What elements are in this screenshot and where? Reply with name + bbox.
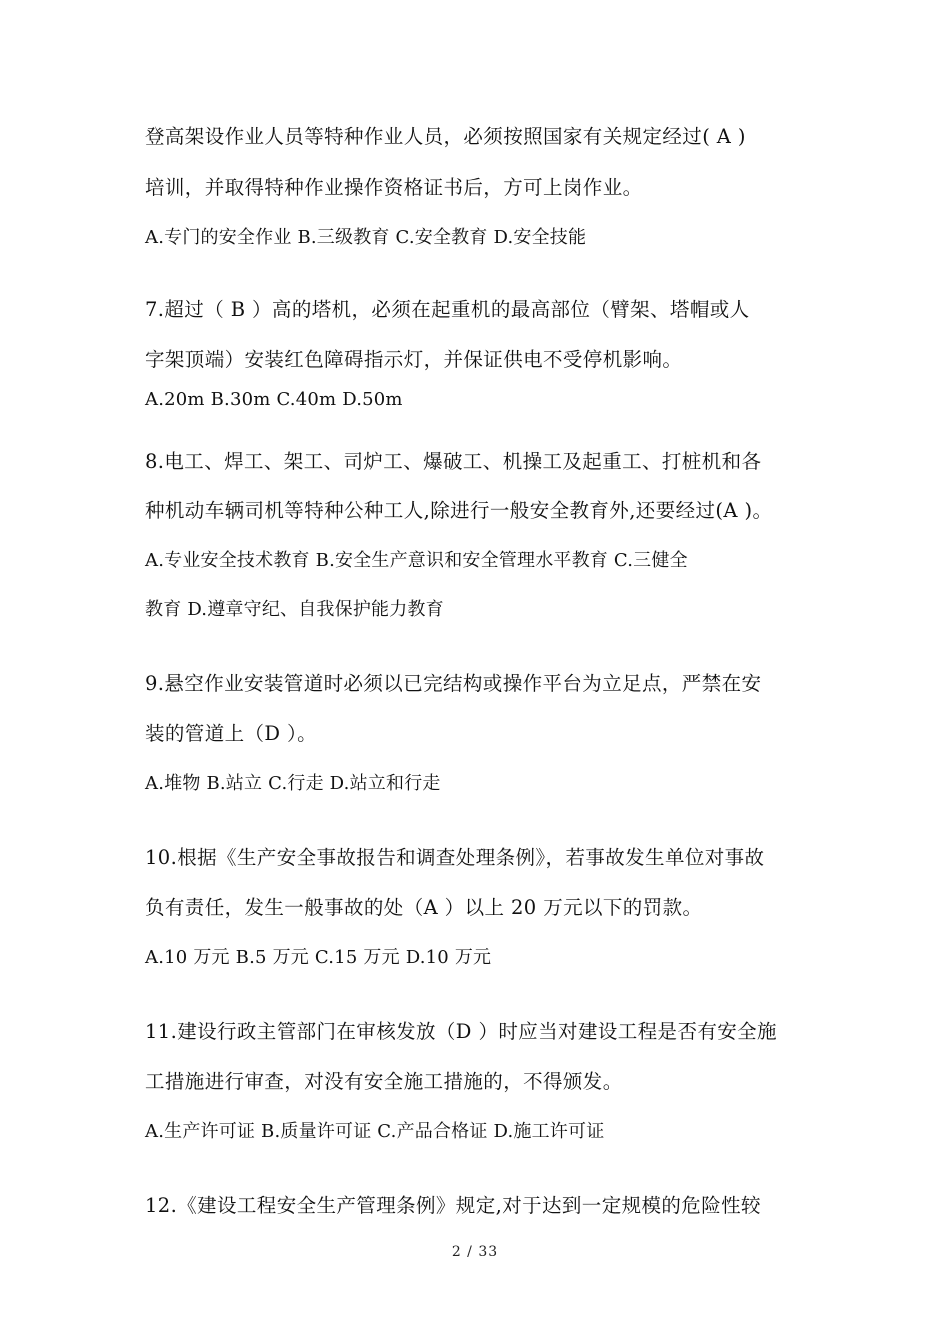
- question-text-line: 工措施进行审查，对没有安全施工措施的，不得颁发。: [145, 1070, 623, 1093]
- question-options: A.堆物 B.站立 C.行走 D.站立和行走: [145, 773, 441, 794]
- question-text-line: 8.电工、焊工、架工、司炉工、爆破工、机操工及起重工、打桩机和各: [145, 450, 762, 473]
- question-text-line: 9.悬空作业安装管道时必须以已完结构或操作平台为立足点，严禁在安: [145, 672, 762, 695]
- question-text-line: 负有责任，发生一般事故的处（A ）以上 20 万元以下的罚款。: [145, 896, 703, 919]
- question-options: A.20m B.30m C.40m D.50m: [145, 389, 403, 410]
- question-options: A.10 万元 B.5 万元 C.15 万元 D.10 万元: [145, 947, 492, 968]
- question-text-line: 12.《建设工程安全生产管理条例》规定,对于达到一定规模的危险性较: [145, 1194, 761, 1217]
- question-text-line: 11.建设行政主管部门在审核发放（D ）时应当对建设工程是否有安全施: [145, 1020, 777, 1043]
- page-number: 2 / 33: [451, 1244, 499, 1260]
- question-options: 教育 D.遵章守纪、自我保护能力教育: [145, 599, 444, 620]
- question-options: A.专门的安全作业 B.三级教育 C.安全教育 D.安全技能: [145, 227, 587, 248]
- question-text-line: 培训，并取得特种作业操作资格证书后，方可上岗作业。: [145, 176, 643, 199]
- question-text-line: 10.根据《生产安全事故报告和调查处理条例》，若事故发生单位对事故: [145, 846, 765, 869]
- question-text-line: 装的管道上（D ）。: [145, 722, 318, 745]
- question-options: A.生产许可证 B.质量许可证 C.产品合格证 D.施工许可证: [145, 1121, 605, 1142]
- question-text-line: 种机动车辆司机等特种公种工人,除进行一般安全教育外,还要经过(A )。: [145, 499, 773, 522]
- question-text-line: 登高架设作业人员等特种作业人员，必须按照国家有关规定经过( A ): [145, 125, 746, 148]
- question-text-line: 字架顶端）安装红色障碍指示灯，并保证供电不受停机影响。: [145, 348, 683, 371]
- question-options: A.专业安全技术教育 B.安全生产意识和安全管理水平教育 C.三健全: [145, 550, 688, 571]
- question-text-line: 7.超过（ B ）高的塔机，必须在起重机的最高部位（臂架、塔帽或人: [145, 298, 750, 321]
